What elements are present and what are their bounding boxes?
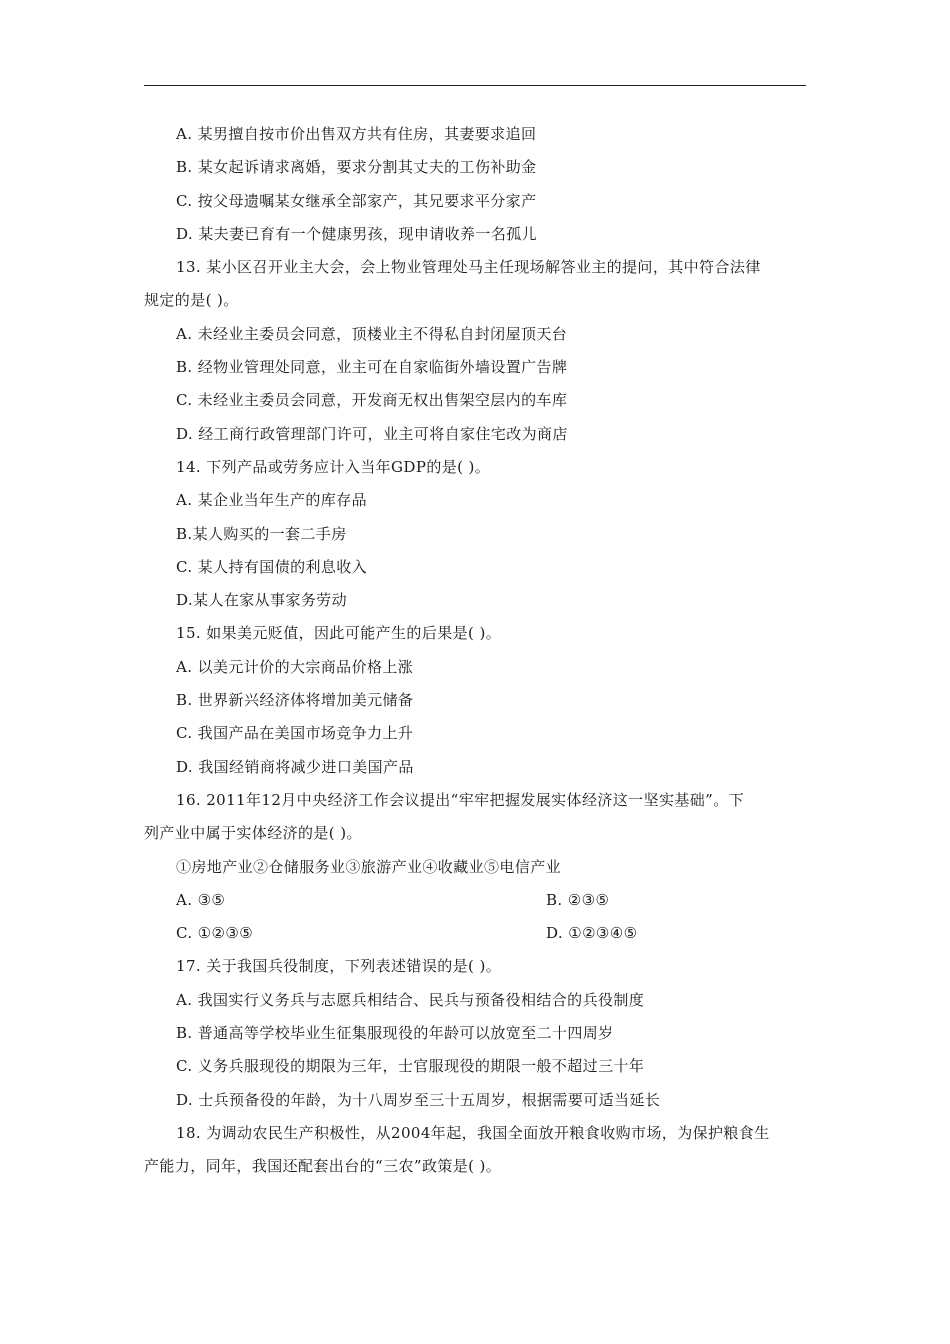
q12-option-c: C. 按父母遗嘱某女继承全部家产，其兄要求平分家产 [176, 191, 537, 210]
q13-option-d: D. 经工商行政管理部门许可，业主可将自家住宅改为商店 [176, 424, 568, 443]
q18-stem-cont: 产能力，同年，我国还配套出台的“三农”政策是( )。 [144, 1157, 502, 1176]
q15-option-a: A. 以美元计价的大宗商品价格上涨 [176, 657, 414, 676]
q13-option-a: A. 未经业主委员会同意，顶楼业主不得私自封闭屋顶天台 [176, 324, 568, 343]
q16-option-c: C. ①②③⑤ [176, 924, 254, 943]
q15-option-c: C. 我国产品在美国市场竞争力上升 [176, 724, 414, 743]
q15-option-d: D. 我国经销商将减少进口美国产品 [176, 757, 414, 776]
q13-option-b: B. 经物业管理处同意，业主可在自家临街外墙设置广告牌 [176, 358, 568, 377]
q16-options-row-1 [144, 884, 806, 917]
q13-option-c: C. 未经业主委员会同意，开发商无权出售架空层内的车库 [176, 391, 568, 410]
header-rule [144, 85, 806, 86]
q16-stem: 16. 2011年12月中央经济工作会议提出“牢牢把握发展实体经济这一坚实基础”。下 [176, 790, 745, 809]
q16-option-d: D. ①②③④⑤ [546, 924, 638, 943]
document-page [144, 118, 806, 1184]
q17-option-b: B. 普通高等学校毕业生征集服现役的年龄可以放宽至二十四周岁 [176, 1024, 614, 1043]
q17-stem: 17. 关于我国兵役制度，下列表述错误的是( )。 [176, 957, 502, 976]
q15-stem: 15. 如果美元贬值，因此可能产生的后果是( )。 [176, 624, 502, 643]
q14-option-d: D.某人在家从事家务劳动 [176, 591, 348, 610]
q18-stem: 18. 为调动农民生产积极性，从2004年起，我国全面放开粮食收购市场，为保护粮食生 [176, 1123, 770, 1142]
q12-option-d: D. 某夫妻已育有一个健康男孩，现申请收养一名孤儿 [176, 224, 538, 243]
q13-stem-cont: 规定的是( )。 [144, 291, 239, 310]
q15-option-b: B. 世界新兴经济体将增加美元储备 [176, 691, 414, 710]
q14-stem: 14. 下列产品或劳务应计入当年GDP的是( )。 [176, 457, 491, 476]
q14-option-c: C. 某人持有国债的利息收入 [176, 557, 368, 576]
q16-options-row-2 [144, 917, 806, 950]
q16-option-a: A. ③⑤ [176, 890, 226, 909]
q12-option-a: A. 某男擅自按市价出售双方共有住房，其妻要求追回 [176, 125, 537, 143]
q17-option-a: A. 我国实行义务兵与志愿兵相结合、民兵与预备役相结合的兵役制度 [176, 990, 645, 1009]
q16-stem-cont: 列产业中属于实体经济的是( )。 [144, 824, 362, 843]
q13-stem: 13. 某小区召开业主大会，会上物业管理处马主任现场解答业主的提问，其中符合法律 [176, 258, 761, 277]
q14-option-a: A. 某企业当年生产的库存品 [176, 491, 367, 510]
q12-option-b: B. 某女起诉请求离婚，要求分割其丈夫的工伤补助金 [176, 158, 537, 177]
q16-option-b: B. ②③⑤ [546, 890, 610, 909]
q14-option-b: B.某人购买的一套二手房 [176, 524, 347, 543]
q17-option-c: C. 义务兵服现役的期限为三年，士官服现役的期限一般不超过三十年 [176, 1057, 645, 1076]
q16-items: ①房地产业②仓储服务业③旅游产业④收藏业⑤电信产业 [176, 857, 562, 876]
q17-option-d: D. 士兵预备役的年龄，为十八周岁至三十五周岁，根据需要可适当延长 [176, 1090, 661, 1109]
